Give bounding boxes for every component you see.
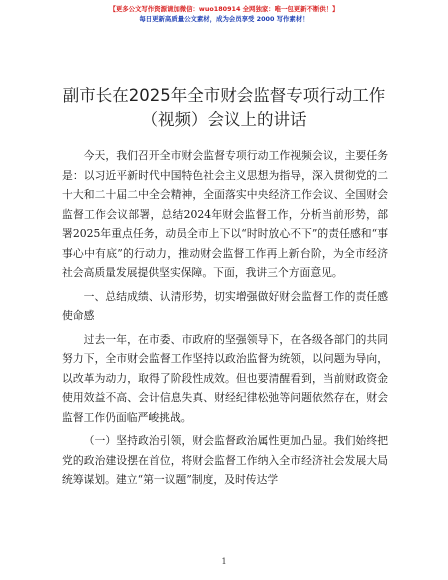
paragraph-review: 过去一年，在市委、市政府的坚强领导下，在各级各部门的共同努力下，全市财会监督工作坚持以政治监督为统领，以问题为导向，以改革为动力，取得了阶段性成效。但也要清醒看到，当前财政资金使用效益不高、会计信息失真、财经纪律松弛等问题依然存在，财会监督工作仍面临严峻挑战。 <box>62 332 388 424</box>
paragraph-subsection-1: （一）坚持政治引领，财会监督政治属性更加凸显。我们始终把党的政治建设摆在首位，将财会监督工作纳入全市经济社会发展大局统筹谋划。建立“第一议题”制度，及时传达学 <box>62 434 388 486</box>
promo-banner-line-2: 每日更新高质量公文素材，成为会员享受 2000 写作素材！ <box>139 15 309 23</box>
document-title <box>0 84 448 132</box>
section-heading-1: 一、总结成绩、认清形势，切实增强做好财会监督工作的责任感使命感 <box>62 289 388 322</box>
page-number: 1 <box>221 557 227 566</box>
promo-banner <box>0 4 448 24</box>
document-title-line-2: （视频）会议上的讲话 <box>141 110 307 129</box>
document-title-line-1: 副市长在2025年全市财会监督专项行动工作 <box>62 86 386 105</box>
paragraph-intro: 今天，我们召开全市财会监督专项行动工作视频会议，主要任务是：以习近平新时代中国特色社会主义思想为指导，深入贯彻党的二十大和二十届二中全会精神，全面落实中央经济工作会议、全国财会监督工作会议部署，总结2024年财会监督工作，分析当前形势，部署2025年重点任务，动员全市上下以“时时放心不下”的责任感和“事事心中有底”的行动力，推动财会监督工作再上新台阶，为全市经济社会高质量发展提供坚实保障。下面，我讲三个方面意见。 <box>62 149 388 279</box>
document-body <box>62 146 388 494</box>
promo-banner-line-1: 【更多公文写作资源请加微信：wuo180914 全网独家：唯一包更新不断供！】 <box>109 5 339 13</box>
